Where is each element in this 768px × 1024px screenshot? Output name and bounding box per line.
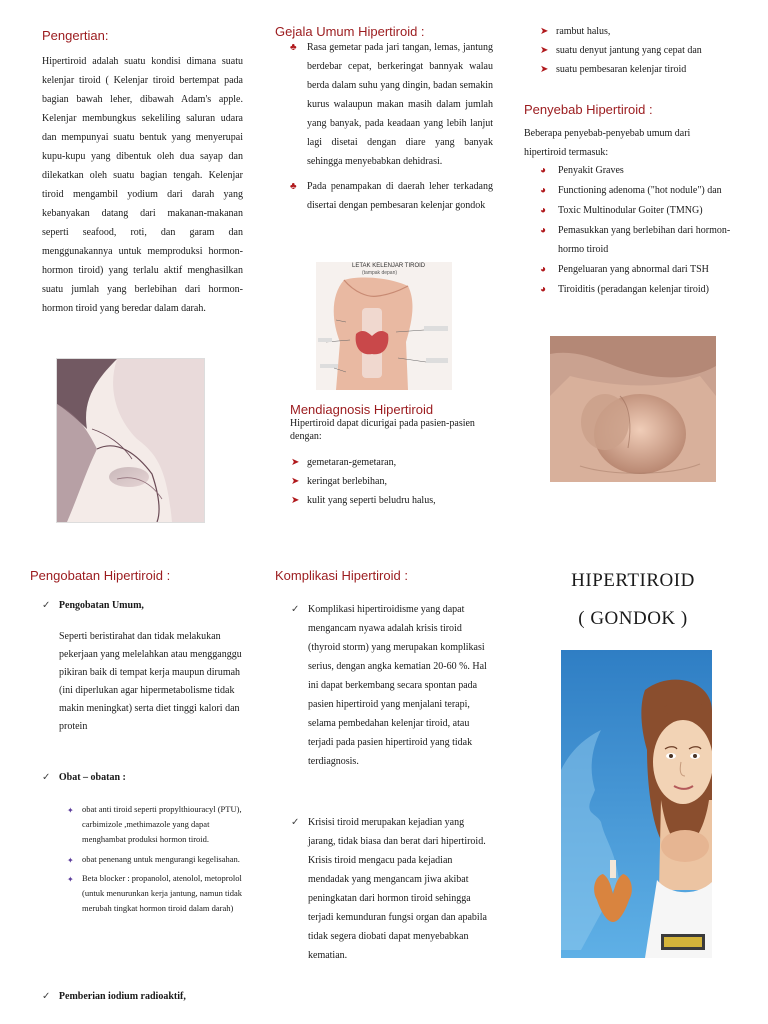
list-item: ➤ kulit yang seperti beludru halus, — [291, 491, 491, 510]
pie-bullet-icon: ◕ — [540, 165, 547, 176]
list-item: ◕ Functioning adenoma ("hot nodule") dan — [540, 181, 745, 200]
cover-title: HIPERTIROID — [571, 570, 695, 591]
list-item: ♣ Rasa gemetar pada jari tangan, lemas, jantung berdebar cepat, berkeringat bannyak walau berda dalam suhu yang dingin, badan semakin kurus walaupun makan masih dalam jumlah yang banyak, pada keadaan yang lebih lanjut lagi disetai dengan diare yang banyak sehingga menyebabkan dehidrasi. — [290, 38, 493, 171]
figure-title: LETAK KELENJAR TIROID — [352, 263, 426, 269]
arrow-bullet-icon: ➤ — [540, 45, 549, 56]
list-item: ◕ Pengeluaran yang abnormal dari TSH — [540, 260, 745, 279]
komplikasi-heading: Komplikasi Hipertiroid : — [275, 568, 408, 583]
thyroid-location-figure — [316, 262, 452, 390]
list-item: ✓ Komplikasi hipertiroidisme yang dapat mengancam nyawa adalah krisis tiroid (thyroid storm) yang merupakan komplikasi serius, dengan angka kematian 20-60 %. Hal ini dapat berkembang secara spontan pada pasien hipertiroid yang menjalani terapi, selama pembedahan kelenjar tiroid, atau terjadi pada pasien hipertiroid yang tidak terdiagnosis. — [291, 600, 487, 771]
goiter-photo — [550, 336, 716, 482]
obat-list — [67, 802, 247, 916]
diamond-bullet-icon: ✦ — [67, 856, 74, 865]
checkmark-icon: ✓ — [42, 991, 51, 1002]
checkmark-icon: ✓ — [291, 817, 300, 828]
list-item: ➤ gemetaran-gemetaran, — [291, 453, 491, 472]
figure-subtitle: (tampak depan) — [362, 270, 398, 276]
diamond-bullet-icon: ✦ — [67, 875, 74, 884]
arrow-bullet-icon: ➤ — [291, 476, 300, 487]
list-item: ◕ Pemasukkan yang berlebihan dari hormon-hormo tiroid — [540, 221, 745, 259]
pie-bullet-icon: ◕ — [540, 225, 547, 236]
iodium-title: ✓ Pemberian iodium radioaktif, — [42, 991, 186, 1002]
gejala-heading: Gejala Umum Hipertiroid : — [275, 24, 425, 39]
diagnosis-intro: Hipertiroid dapat dicurigai pada pasien-pasien dengan: — [290, 418, 475, 442]
komplikasi-list — [291, 600, 487, 965]
penyebab-intro: Beberapa penyebab-penyebab umum dari hipertiroid termasuk: — [524, 128, 691, 158]
causes-list — [540, 161, 745, 299]
diamond-bullet-icon: ✦ — [67, 806, 74, 815]
list-item: ➤ suatu pembesaran kelenjar tiroid — [540, 60, 740, 79]
diagnosis-heading: Mendiagnosis Hipertiroid — [290, 402, 434, 417]
pie-bullet-icon: ◕ — [540, 205, 547, 216]
neck-sketch-image — [56, 358, 205, 523]
pie-bullet-icon: ◕ — [540, 185, 547, 196]
arrow-bullet-icon: ➤ — [291, 495, 300, 506]
cover-subtitle: ( GONDOK ) — [578, 608, 688, 629]
club-bullet-icon: ♣ — [290, 181, 297, 192]
checkmark-icon: ✓ — [42, 600, 51, 611]
pengobatan-heading: Pengobatan Hipertiroid : — [30, 568, 171, 583]
pie-bullet-icon: ◕ — [540, 284, 547, 295]
list-item: ➤ keringat berlebihan, — [291, 472, 491, 491]
pengobatan-umum-title: ✓ Pengobatan Umum, — [42, 600, 144, 611]
list-item: ♣ Pada penampakan di daerah leher terkadang disertai dengan pembesaran kelenjar gondok — [290, 177, 493, 215]
pengobatan-umum-text: Seperti beristirahat dan tidak melakukan pekerjaan yang melelahkan atau mengganggu pikiran baik di tempat kerja maupun dirumah (ini diperlukan agar hipermetabolisme tidak makin meningkat) serta diet tinggi kalori dan protein — [59, 631, 242, 732]
list-item: ◕ Tiroiditis (peradangan kelenjar tiroid) — [540, 280, 745, 299]
list-item: ➤ rambut halus, — [540, 22, 740, 41]
club-bullet-icon: ♣ — [290, 42, 297, 53]
pengertian-heading: Pengertian: — [42, 28, 109, 43]
pie-bullet-icon: ◕ — [540, 264, 547, 275]
arrow-bullet-icon: ➤ — [540, 26, 549, 37]
list-item: ◕ Toxic Multinodular Goiter (TMNG) — [540, 201, 745, 220]
cover-illustration — [561, 650, 712, 958]
pengertian-paragraph: Hipertiroid adalah suatu kondisi dimana suatu kelenjar tiroid ( Kelenjar tiroid bertempat pada bagian bawah leher, dibawah Adam's apple. Kelenjar membungkus sekeliling saluran udara dan mempunyai suatu bentuk yang menyerupai kupu-kupu yang dibentuk oleh dua sayap dan dilekatkan oleh suatu bagian tengah. Kelenjar tiroid mengambil yodium dari darah yang kebanyakan datang dari makanan-makanan seperti seafood, roti, dan garam dan menggunakannya untuk memproduksi hormon-hormon tiroid) yang terlalu aktif menghasilkan suatu jumlah yang berlebihan dari hormon-hormon tiroid yang beredar dalam darah. — [42, 56, 243, 314]
arrow-bullet-icon: ➤ — [540, 64, 549, 75]
checkmark-icon: ✓ — [291, 604, 300, 615]
checkmark-icon: ✓ — [42, 772, 51, 783]
arrow-bullet-icon: ➤ — [291, 457, 300, 468]
list-item: ◕ Penyakit Graves — [540, 161, 745, 180]
diagnosis-list — [291, 453, 491, 510]
list-item: ➤ suatu denyut jantung yang cepat dan — [540, 41, 740, 60]
obat-title: ✓ Obat – obatan : — [42, 772, 126, 783]
symptoms-list — [290, 38, 493, 215]
penyebab-heading: Penyebab Hipertiroid : — [524, 102, 653, 117]
list-item: ✦ obat anti tiroid seperti propylthiouracyl (PTU), carbimizole ,methimazole yang dapat menghambat produksi hormon tiroid. — [67, 804, 242, 844]
list-item: ✦ Beta blocker : propanolol, atenolol, metoprolol (untuk menurunkan kerja jantung, namun tidak merubah tingkat hormon tiroid dalam darah) — [67, 873, 243, 913]
list-item: ✓ Krisisi tiroid merupakan kejadian yang jarang, tidak biasa dan berat dari hipertiroid. Krisis tiroid mengacu pada kejadian mendadak yang mengancam jiwa akibat peningkatan dari hormon tiroid sehingga terjadi kemunduran fungsi organ dan apabila tidak segera diobati dapat menyebabkan kematian. — [291, 813, 487, 965]
list-item: ✦ obat penenang untuk mengurangi kegelisahan. — [67, 852, 247, 867]
diagnosis-list-continued — [540, 22, 740, 79]
